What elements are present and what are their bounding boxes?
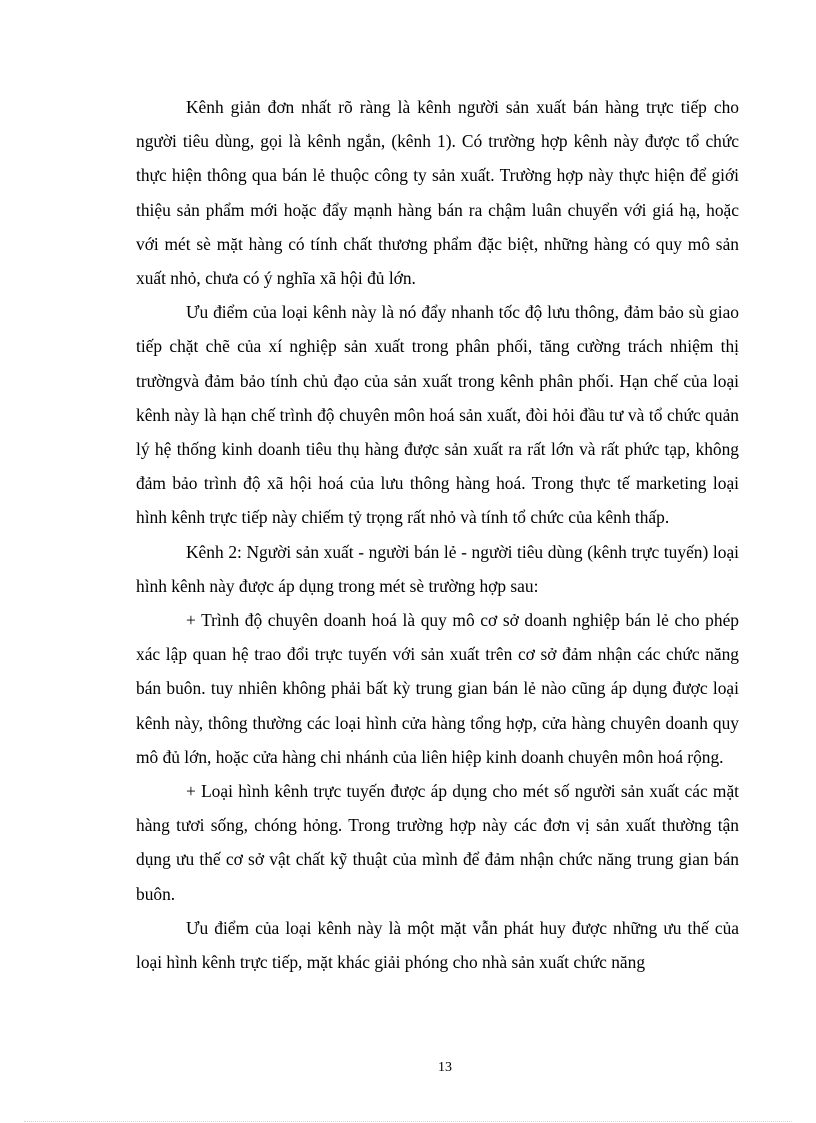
document-body [136, 90, 739, 979]
paragraph-channel-2-case-1: + Trình độ chuyên doanh hoá là quy mô cơ sở doanh nghiệp bán lẻ cho phép xác lập quan hệ trao đổi trực tuyến với sản xuất trên cơ sở đảm nhận các chức năng bán buôn. tuy nhiên không phải bất kỳ trung gian bán lẻ nào cũng áp dụng được loại kênh này, thông thường các loại hình cửa hàng tổng hợp, cửa hàng chuyên doanh quy mô đủ lớn, hoặc cửa hàng chi nhánh của liên hiệp kinh doanh chuyên môn hoá rộng. [136, 610, 739, 767]
page-number: 13 [438, 1060, 452, 1075]
paragraph-channel-2-intro: Kênh 2: Người sản xuất - người bán lẻ - người tiêu dùng (kênh trực tuyến) loại hình kênh này được áp dụng trong mét sè trường hợp sau: [136, 541, 739, 596]
paragraph-direct-channel-pros-cons: Ưu điểm của loại kênh này là nó đẩy nhanh tốc độ lưu thông, đảm bảo sù giao tiếp chặt chẽ của xí nghiệp sản xuất trong phân phối, tăng cường trách nhiệm thị trườngvà đảm bảo tính chủ đạo của sản xuất trong kênh phân phối. Hạn chế của loại kênh này là hạn chế trình độ chuyên môn hoá sản xuất, đòi hỏi đầu tư và tổ chức quản lý hệ thống kinh doanh tiêu thụ hàng được sản xuất ra rất lớn và rất phức tạp, không đảm bảo trình độ xã hội hoá của lưu thông hàng hoá. Trong thực tế marketing loại hình kênh trực tiếp này chiếm tỷ trọng rất nhỏ và tính tổ chức của kênh thấp. [136, 302, 739, 528]
page-bottom-divider [24, 1121, 792, 1122]
paragraph-channel-2-advantages: Ưu điểm của loại kênh này là một mặt vẫn phát huy được những ưu thế của loại hình kênh trực tiếp, mặt khác giải phóng cho nhà sản xuất chức năng [136, 917, 739, 973]
paragraph-channel-2-case-2: + Loại hình kênh trực tuyến được áp dụng cho mét số người sản xuất các mặt hàng tươi sống, chóng hỏng. Trong trường hợp này các đơn vị sản xuất thường tận dụng ưu thế cơ sở vật chất kỹ thuật của mình để đảm nhận chức năng trung gian bán buôn. [136, 781, 739, 904]
paragraph-direct-channel: Kênh giản đơn nhất rõ ràng là kênh người sản xuất bán hàng trực tiếp cho người tiêu dùng, gọi là kênh ngắn, (kênh 1). Có trường hợp kênh này được tổ chức thực hiện thông qua bán lẻ thuộc công ty sản xuất. Trường hợp này thực hiện để giới thiệu sản phẩm mới hoặc đẩy mạnh hàng bán ra chậm luân chuyển với giá hạ, hoặc với mét sè mặt hàng có tính chất thương phẩm đặc biệt, những hàng có quy mô sản xuất nhỏ, chưa có ý nghĩa xã hội đủ lớn. [136, 97, 739, 289]
